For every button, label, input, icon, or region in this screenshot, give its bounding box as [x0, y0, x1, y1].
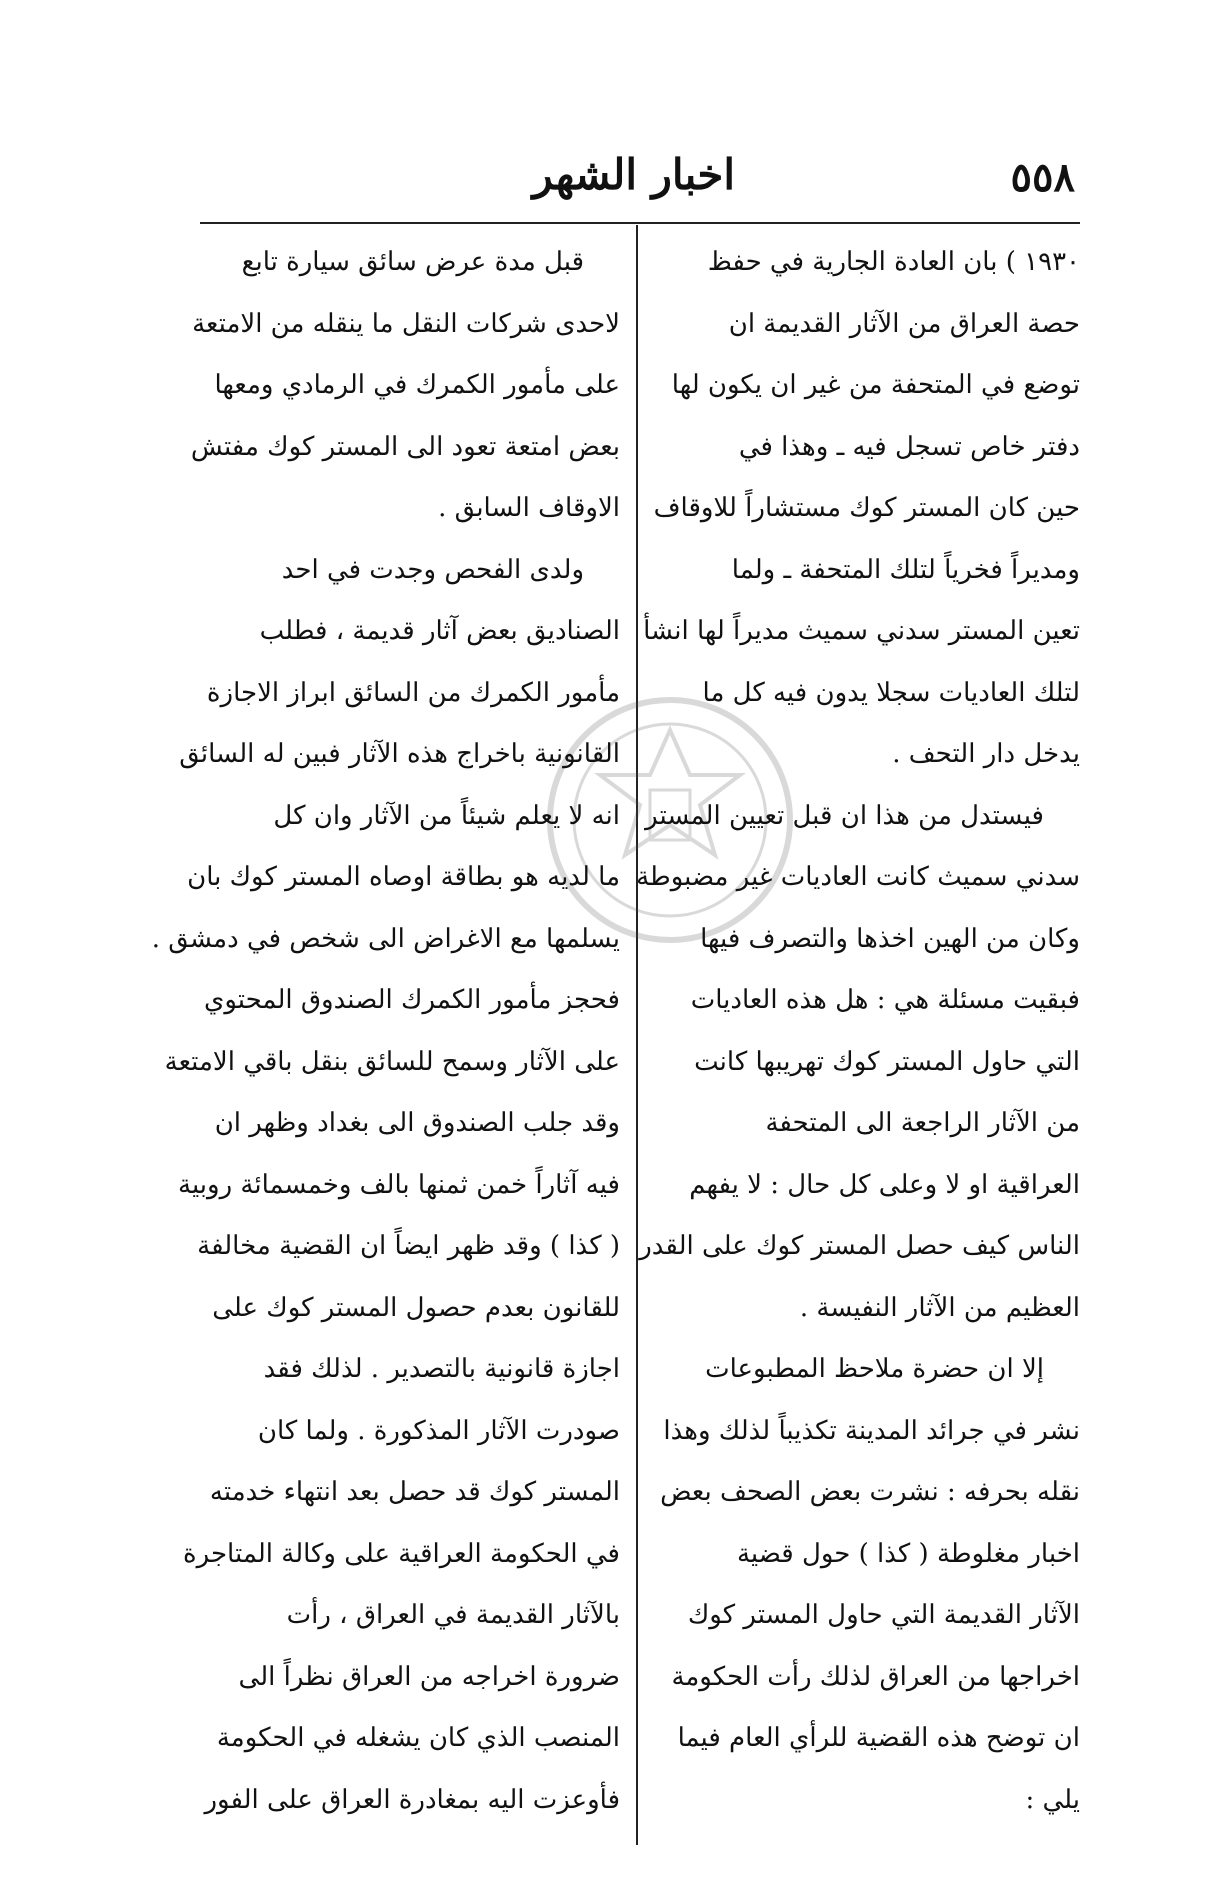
- text-line: من الآثار الراجعة الى المتحفة: [765, 1108, 1080, 1138]
- text-line: العظيم من الآثار النفيسة .: [799, 1292, 1080, 1323]
- text-line: وكان من الهين اخذها والتصرف فيها: [700, 923, 1080, 954]
- text-line: لتلك العاديات سجلا يدون فيه كل ما: [702, 677, 1080, 708]
- text-line: انه لا يعلم شيئاً من الآثار وان كل: [273, 800, 620, 831]
- text-line: فيستدل من هذا ان قبل تعيين المستر: [645, 800, 1044, 831]
- text-line: فيه آثاراً خمن ثمنها بالف وخمسمائة روبية: [178, 1169, 620, 1200]
- text-line: حين كان المستر كوك مستشاراً للاوقاف: [653, 493, 1080, 523]
- text-line: الناس كيف حصل المستر كوك على القدر: [639, 1231, 1080, 1261]
- text-line: العراقية او لا وعلى كل حال : لا يفهم: [689, 1169, 1080, 1200]
- text-line: ( كذا ) وقد ظهر ايضاً ان القضية مخالفة: [197, 1231, 620, 1261]
- text-line: الاوقاف السابق .: [438, 493, 620, 523]
- text-line: بعض امتعة تعود الى المستر كوك مفتش: [190, 431, 620, 462]
- text-line: اخراجها من العراق لذلك رأت الحكومة: [671, 1661, 1080, 1692]
- text-line: يلي :: [1025, 1784, 1080, 1815]
- text-line: نقله بحرفه : نشرت بعض الصحف بعض: [660, 1477, 1080, 1507]
- text-line: يسلمها مع الاغراض الى شخص في دمشق .: [151, 923, 620, 954]
- text-line: ضرورة اخراجه من العراق نظراً الى: [238, 1661, 620, 1692]
- text-line: الصناديق بعض آثار قديمة ، فطلب: [259, 616, 620, 646]
- text-line: بالآثار القديمة في العراق ، رأت: [286, 1600, 620, 1630]
- text-line: القانونية باخراج هذه الآثار فبين له السائق: [179, 739, 620, 769]
- text-line: فبقيت مسئلة هي : هل هذه العاديات: [690, 985, 1080, 1015]
- text-line: تعين المستر سدني سميث مديراً لها انشأ: [643, 616, 1080, 646]
- text-line: للقانون بعدم حصول المستر كوك على: [212, 1292, 620, 1323]
- text-line: اخبار مغلوطة ( كذا ) حول قضية: [736, 1538, 1080, 1569]
- text-line: ومديراً فخرياً لتلك المتحفة ـ ولما: [731, 554, 1080, 585]
- right-column: [636, 232, 1080, 1831]
- text-line: ما لديه هو بطاقة اوصاه المستر كوك بان: [187, 862, 620, 892]
- page-header: [205, 150, 1075, 220]
- text-line: وقد جلب الصندوق الى بغداد وظهر ان: [214, 1108, 620, 1138]
- text-line: التي حاول المستر كوك تهريبها كانت: [694, 1046, 1080, 1077]
- text-line: يدخل دار التحف .: [892, 739, 1080, 769]
- text-line: ولدى الفحص وجدت في احد: [281, 554, 584, 585]
- text-line: ١٩٣٠ ) بان العادة الجارية في حفظ: [707, 247, 1080, 277]
- running-title: اخبار الشهر: [532, 150, 735, 199]
- header-rule: [200, 222, 1080, 224]
- text-line: مأمور الكمرك من السائق ابراز الاجازة: [206, 677, 620, 708]
- text-line: في الحكومة العراقية على وكالة المتاجرة: [183, 1538, 620, 1569]
- text-line: على مأمور الكمرك في الرمادي ومعها: [214, 370, 620, 400]
- text-line: نشر في جرائد المدينة تكذيباً لذلك وهذا: [663, 1415, 1080, 1446]
- text-line: سدني سميث كانت العاديات غير مضبوطة: [636, 862, 1080, 892]
- text-line: قبل مدة عرض سائق سيارة تابع: [241, 247, 584, 277]
- text-line: حصة العراق من الآثار القديمة ان: [728, 308, 1080, 339]
- text-line: لاحدى شركات النقل ما ينقله من الامتعة: [192, 308, 620, 339]
- text-line: الآثار القديمة التي حاول المستر كوك: [687, 1600, 1080, 1630]
- column-divider: [636, 225, 638, 1845]
- text-line: اجازة قانونية بالتصدير . لذلك فقد: [263, 1354, 620, 1384]
- text-line: ان توضح هذه القضية للرأي العام فيما: [677, 1723, 1080, 1753]
- text-line: دفتر خاص تسجل فيه ـ وهذا في: [738, 431, 1080, 462]
- text-line: إلا ان حضرة ملاحظ المطبوعات: [705, 1354, 1044, 1384]
- text-line: صودرت الآثار المذكورة . ولما كان: [257, 1415, 620, 1446]
- text-line: توضع في المتحفة من غير ان يكون لها: [671, 370, 1080, 400]
- page-number: ٥٥٨: [1010, 154, 1075, 201]
- left-column: [151, 232, 620, 1831]
- text-line: فحجز مأمور الكمرك الصندوق المحتوي: [204, 985, 620, 1015]
- text-line: المستر كوك قد حصل بعد انتهاء خدمته: [209, 1477, 620, 1507]
- text-line: على الآثار وسمح للسائق بنقل باقي الامتعة: [164, 1046, 620, 1077]
- text-line: فأوعزت اليه بمغادرة العراق على الفور: [204, 1784, 620, 1815]
- text-line: المنصب الذي كان يشغله في الحكومة: [216, 1723, 620, 1753]
